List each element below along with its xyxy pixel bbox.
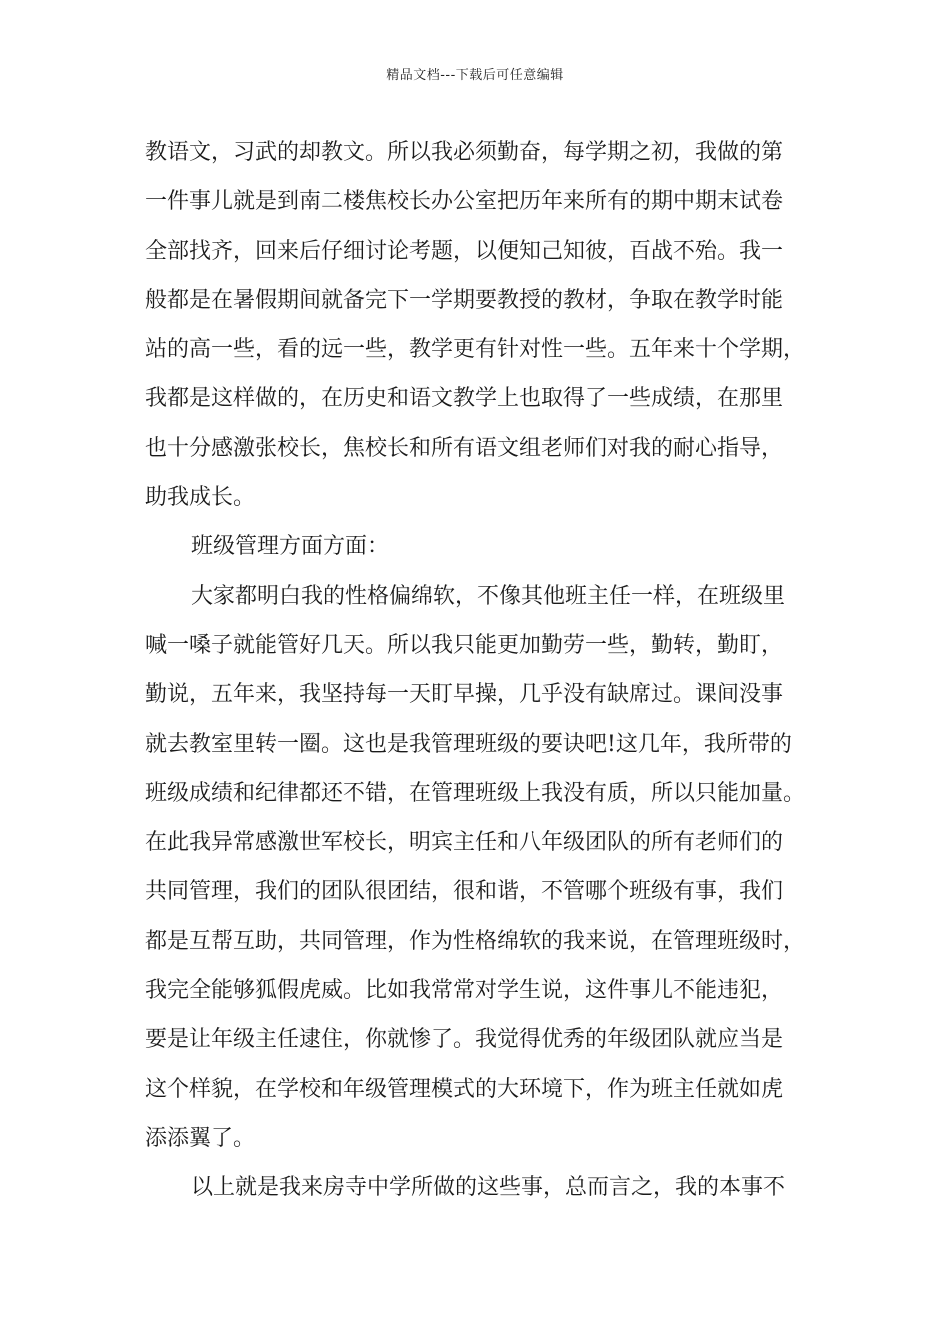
text-line: 班级管理方面方面： [191, 534, 390, 560]
text-line: 喊一嗓子就能管好几天。所以我只能更加勤劳一些，勤转，勤盯， [145, 632, 784, 658]
text-line: 大家都明白我的性格偏绵软，不像其他班主任一样，在班级里 [191, 583, 786, 609]
text-line: 也十分感激张校长，焦校长和所有语文组老师们对我的耐心指导， [145, 435, 784, 461]
text-line: 站的高一些，看的远一些，教学更有针对性一些。五年来十个学期， [145, 337, 806, 363]
text-line: 我都是这样做的，在历史和语文教学上也取得了一些成绩，在那里 [145, 386, 784, 412]
text-line: 要是让年级主任逮住，你就惨了。我觉得优秀的年级团队就应当是 [145, 1027, 784, 1053]
text-line: 在此我异常感激世军校长，明宾主任和八年级团队的所有老师们的 [145, 830, 784, 856]
text-line: 般都是在暑假期间就备完下一学期要教授的教材，争取在教学时能 [145, 287, 784, 313]
text-line: 添添翼了。 [145, 1125, 256, 1151]
text-line: 一件事儿就是到南二楼焦校长办公室把历年来所有的期中期末试卷 [145, 189, 784, 215]
text-line: 助我成长。 [145, 485, 256, 511]
text-line: 这个样貌，在学校和年级管理模式的大环境下，作为班主任就如虎 [145, 1076, 784, 1102]
text-line: 全部找齐，回来后仔细讨论考题，以便知己知彼，百战不殆。我一 [145, 238, 784, 264]
document-body [145, 128, 825, 1213]
text-line: 教语文，习武的却教文。所以我必须勤奋，每学期之初，我做的第 [145, 140, 784, 165]
page-header: 精品文档---下载后可任意编辑 [386, 68, 564, 83]
text-line: 我完全能够狐假虎威。比如我常常对学生说，这件事儿不能违犯， [145, 978, 784, 1004]
text-line: 共同管理，我们的团队很团结，很和谐，不管哪个班级有事，我们 [145, 879, 784, 905]
text-line: 以上就是我来房寺中学所做的这些事，总而言之，我的本事不 [191, 1175, 786, 1201]
text-line: 勤说，五年来，我坚持每一天盯早操，几乎没有缺席过。课间没事 [145, 682, 784, 708]
text-line: 就去教室里转一圈。这也是我管理班级的要诀吧!这几年，我所带的 [145, 731, 792, 757]
text-line: 班级成绩和纪律都还不错，在管理班级上我没有质，所以只能加量。 [145, 780, 806, 806]
text-line: 都是互帮互助，共同管理，作为性格绵软的我来说，在管理班级时， [145, 928, 806, 954]
